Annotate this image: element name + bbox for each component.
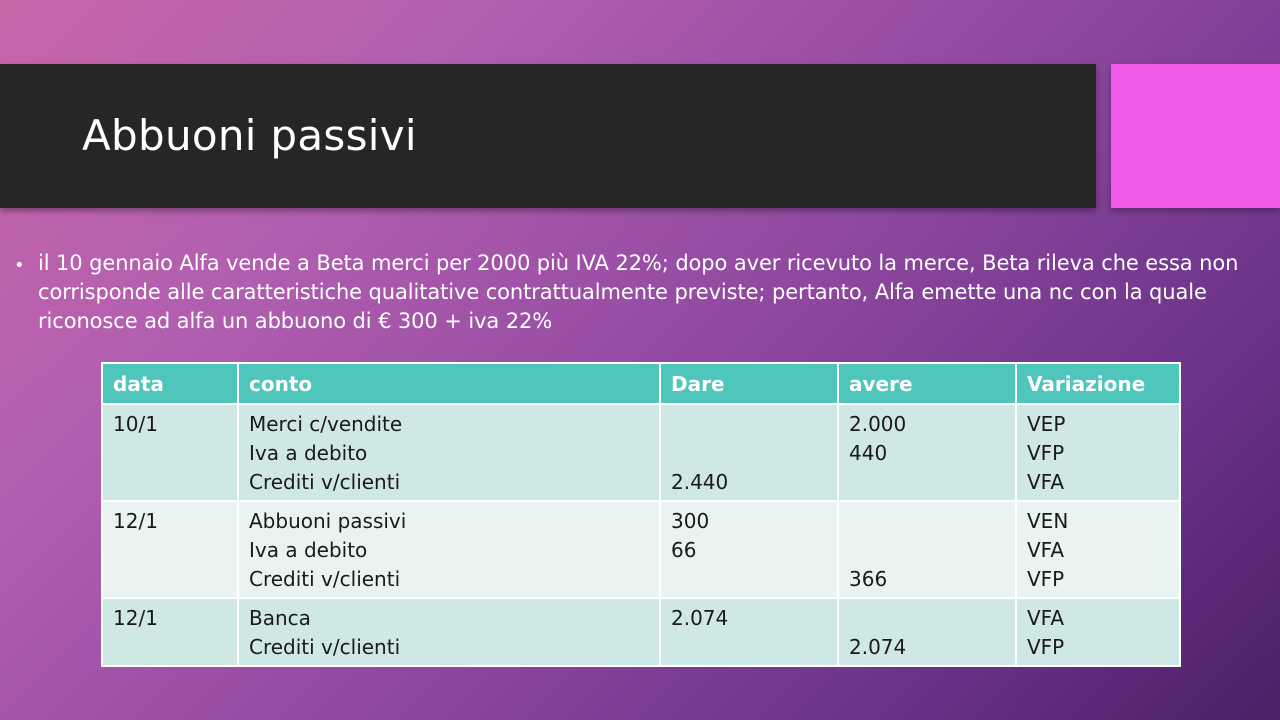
cell-conto (238, 404, 660, 501)
cell-dare (660, 501, 838, 598)
cell-data (102, 598, 238, 666)
table-row (102, 598, 1180, 666)
variazione-value: VFP (1027, 567, 1065, 591)
accent-block (1111, 64, 1280, 208)
variazione-value: VFA (1027, 606, 1065, 630)
account-name: Abbuoni passivi (249, 509, 407, 533)
avere-value (849, 507, 1005, 536)
bullet-point (14, 249, 1264, 336)
bullet-icon: • (14, 255, 25, 276)
cell-conto (238, 598, 660, 666)
cell-avere (838, 501, 1016, 598)
variazione-value: VFA (1027, 538, 1065, 562)
header-dare: Dare (660, 363, 838, 404)
dare-value: 2.440 (671, 470, 729, 494)
table-row (102, 404, 1180, 501)
date-text: 12/1 (113, 509, 158, 533)
account-name: Banca (249, 606, 311, 630)
dare-value (671, 439, 827, 468)
journal-table (101, 362, 1181, 667)
header-avere: avere (838, 363, 1016, 404)
dare-value: 300 (671, 509, 710, 533)
variazione-value: VEP (1027, 412, 1066, 436)
variazione-value: VFA (1027, 470, 1065, 494)
header-conto: conto (238, 363, 660, 404)
avere-value: 2.000 (849, 412, 907, 436)
cell-data (102, 404, 238, 501)
account-name: Iva a debito (249, 538, 368, 562)
cell-variazione (1016, 404, 1180, 501)
variazione-value: VEN (1027, 509, 1069, 533)
cell-variazione (1016, 598, 1180, 666)
variazione-value: VFP (1027, 635, 1065, 659)
variazione-value: VFP (1027, 441, 1065, 465)
cell-avere (838, 598, 1016, 666)
avere-value: 2.074 (849, 635, 907, 659)
avere-value (849, 468, 1005, 497)
cell-dare (660, 598, 838, 666)
cell-avere (838, 404, 1016, 501)
header-data: data (102, 363, 238, 404)
avere-value: 366 (849, 567, 888, 591)
avere-value: 440 (849, 441, 888, 465)
dare-value (671, 565, 827, 594)
date-text: 12/1 (113, 606, 158, 630)
account-name: Crediti v/clienti (249, 567, 401, 591)
bullet-text: il 10 gennaio Alfa vende a Beta merci per 2000 più IVA 22%; dopo aver ricevuto la merce, Beta rileva che essa non corrisponde alle caratteristiche qualitative contrattualmente previste; pertanto, Alfa emette una nc con la quale riconosce ad alfa un abbuono di € 300 + iva 22% (38, 251, 1239, 333)
avere-value (849, 536, 1005, 565)
date-text: 10/1 (113, 412, 158, 436)
cell-variazione (1016, 501, 1180, 598)
dare-value (671, 633, 827, 662)
account-name: Merci c/vendite (249, 412, 403, 436)
account-name: Crediti v/clienti (249, 470, 401, 494)
cell-dare (660, 404, 838, 501)
account-name: Iva a debito (249, 441, 368, 465)
header-variazione: Variazione (1016, 363, 1180, 404)
cell-conto (238, 501, 660, 598)
avere-value (849, 604, 1005, 633)
slide-title: Abbuoni passivi (82, 111, 417, 160)
cell-data (102, 501, 238, 598)
account-name: Crediti v/clienti (249, 635, 401, 659)
dare-value: 2.074 (671, 606, 729, 630)
dare-value (671, 410, 827, 439)
dare-value: 66 (671, 538, 697, 562)
table-row (102, 501, 1180, 598)
table-header-row (102, 363, 1180, 404)
